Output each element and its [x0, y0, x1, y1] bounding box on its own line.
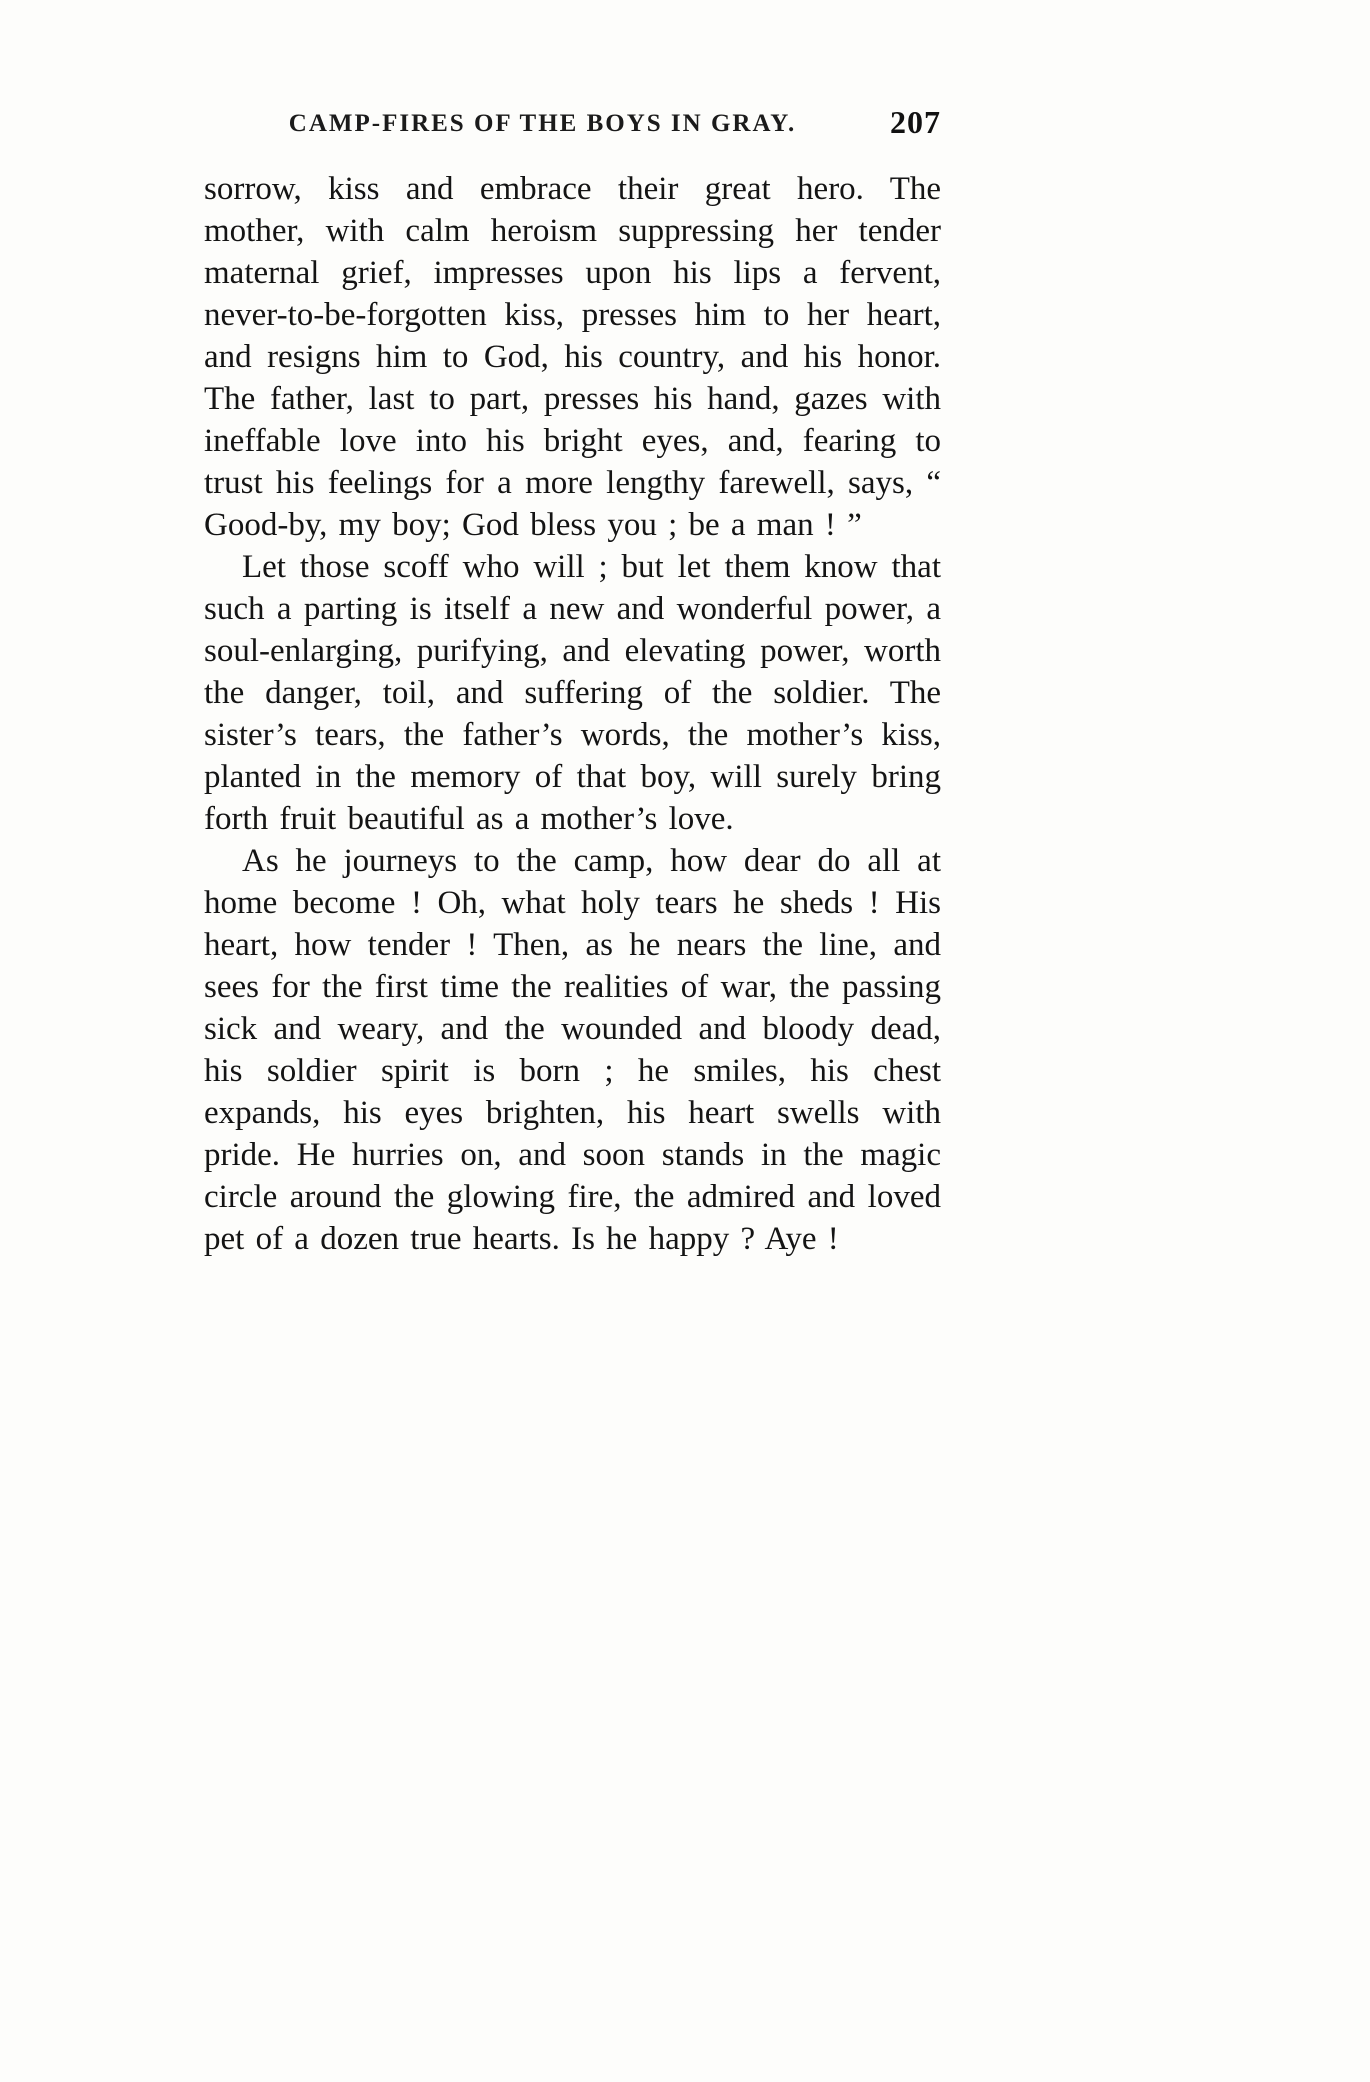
page-text-block: [204, 168, 941, 1260]
running-header-title: CAMP-FIRES OF THE BOYS IN GRAY.: [288, 110, 797, 137]
page-number: 207: [890, 104, 941, 140]
paragraph: As he journeys to the camp, how dear do all at home become ! Oh, what holy tears he sheds ! His heart, how tender ! Then, as he nears the line, and sees for the first time the realities of war, the passing sick and weary, and the wounded and bloody dead, his soldier spirit is born ; he smiles, his chest expands, his eyes brighten, his heart swells with pride. He hurries on, and soon stands in the magic circle around the glowing fire, the admired and loved pet of a dozen true hearts. Is he happy ? Aye !: [204, 843, 941, 1257]
paragraph: Let those scoff who will ; but let them know that such a parting is itself a new and wonderful power, a soul-enlarging, purifying, and elevating power, worth the danger, toil, and suffering of the soldier. The sister’s tears, the father’s words, the mother’s kiss, planted in the memory of that boy, will surely bring forth fruit beautiful as a mother’s love.: [204, 549, 941, 837]
running-header: [204, 104, 941, 150]
paragraph: sorrow, kiss and embrace their great hero. The mother, with calm heroism suppressing her tender maternal grief, impresses upon his lips a fervent, never-to-be-forgotten kiss, presses him to her heart, and resigns him to God, his country, and his honor. The father, last to part, presses his hand, gazes with ineffable love into his bright eyes, and, fearing to trust his feelings for a more lengthy farewell, says, “ Good-by, my boy; God bless you ; be a man ! ”: [204, 171, 941, 543]
